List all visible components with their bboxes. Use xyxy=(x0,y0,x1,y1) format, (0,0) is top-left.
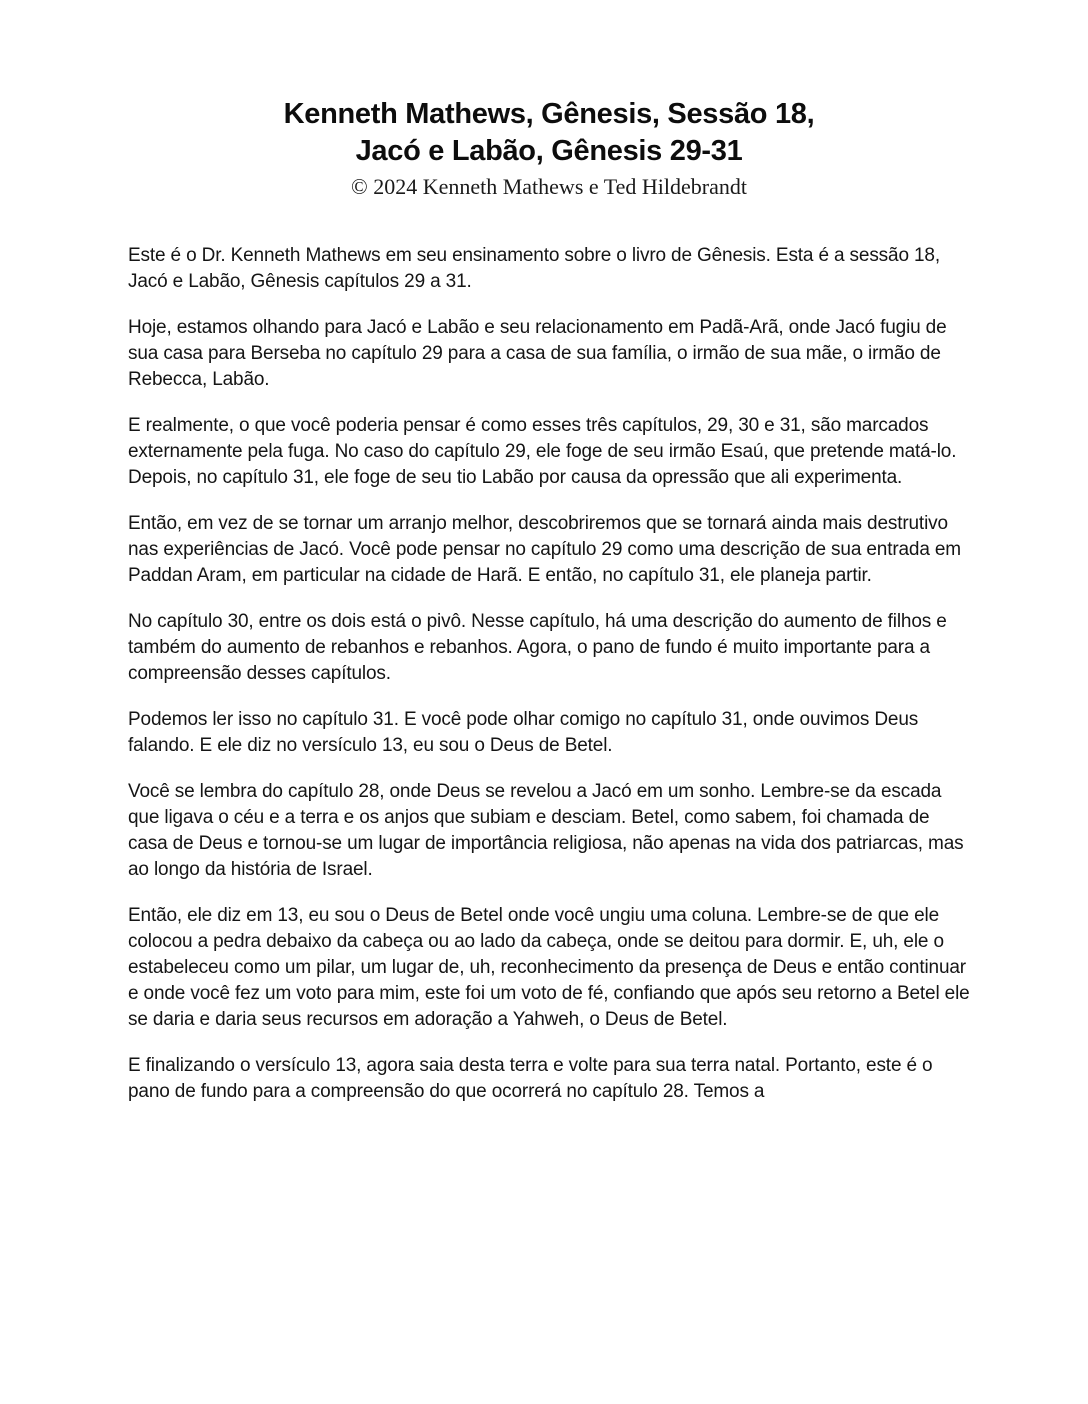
title-line-1: Kenneth Mathews, Gênesis, Sessão 18, xyxy=(283,98,815,130)
paragraph-three-chapters: E realmente, o que você poderia pensar é como esses três capítulos, 29, 30 e 31, são marcados externamente pela fuga. No caso do capítulo 29, ele foge de seu irmão Esaú, que pretende matá-lo. Depois, no capítulo 31, ele foge de seu tio Labão por causa da opressão que ali experimenta. xyxy=(128,415,957,488)
paragraph-chapter-30-pivot: No capítulo 30, entre os dois está o pivô. Nesse capítulo, há uma descrição do aumento de filhos e também do aumento de rebanhos e rebanhos. Agora, o pano de fundo é muito importante para a compreensão desses capítulos. xyxy=(128,611,947,684)
paragraph-jacob-laban: Hoje, estamos olhando para Jacó e Labão e seu relacionamento em Padã-Arã, onde Jacó fugiu de sua casa para Berseba no capítulo 29 para a casa de sua família, o irmão de sua mãe, o irmão de Rebecca, Labão. xyxy=(128,317,947,390)
title-line-2: Jacó e Labão, Gênesis 29-31 xyxy=(355,135,743,167)
paragraph-intro: Este é o Dr. Kenneth Mathews em seu ensinamento sobre o livro de Gênesis. Esta é a sessão 18, Jacó e Labão, Gênesis capítulos 29 a 31. xyxy=(128,245,940,292)
paragraph-chapter-31-verse-13: Podemos ler isso no capítulo 31. E você pode olhar comigo no capítulo 31, onde ouvimos Deus falando. E ele diz no versículo 13, eu sou o Deus de Betel. xyxy=(128,709,919,756)
paragraph-god-of-bethel: Então, ele diz em 13, eu sou o Deus de Betel onde você ungiu uma coluna. Lembre-se de que ele colocou a pedra debaixo da cabeça ou ao lado da cabeça, onde se deitou para dormir. E, uh, ele o estabeleceu como um pilar, um lugar de, uh, reconhecimento da presença de Deus e então continuar e onde você fez um voto para mim, este foi um voto de fé, confiando que após seu retorno a Betel ele se daria e daria seus recursos em adoração a Yahweh, o Deus de Betel. xyxy=(128,905,970,1030)
copyright-line: © 2024 Kenneth Mathews e Ted Hildebrandt xyxy=(350,174,747,199)
paragraph-arrangement: Então, em vez de se tornar um arranjo melhor, descobriremos que se tornará ainda mais destrutivo nas experiências de Jacó. Você pode pensar no capítulo 29 como uma descrição de sua entrada em Paddan Aram, em particular na cidade de Harã. E então, no capítulo 31, ele planeja partir. xyxy=(128,513,961,586)
document-title xyxy=(128,96,970,170)
paragraph-chapter-28-dream: Você se lembra do capítulo 28, onde Deus se revelou a Jacó em um sonho. Lembre-se da escada que ligava o céu e a terra e os anjos que subiam e desciam. Betel, como sabem, foi chamada de casa de Deus e tornou-se um lugar de importância religiosa, não apenas na vida dos patriarcas, mas ao longo da história de Israel. xyxy=(128,781,964,880)
document-header xyxy=(128,96,970,200)
document-body xyxy=(128,243,970,1105)
paragraph-closing: E finalizando o versículo 13, agora saia desta terra e volte para sua terra natal. Portanto, este é o pano de fundo para a compreensão do que ocorrerá no capítulo 28. Temos a xyxy=(128,1055,933,1102)
